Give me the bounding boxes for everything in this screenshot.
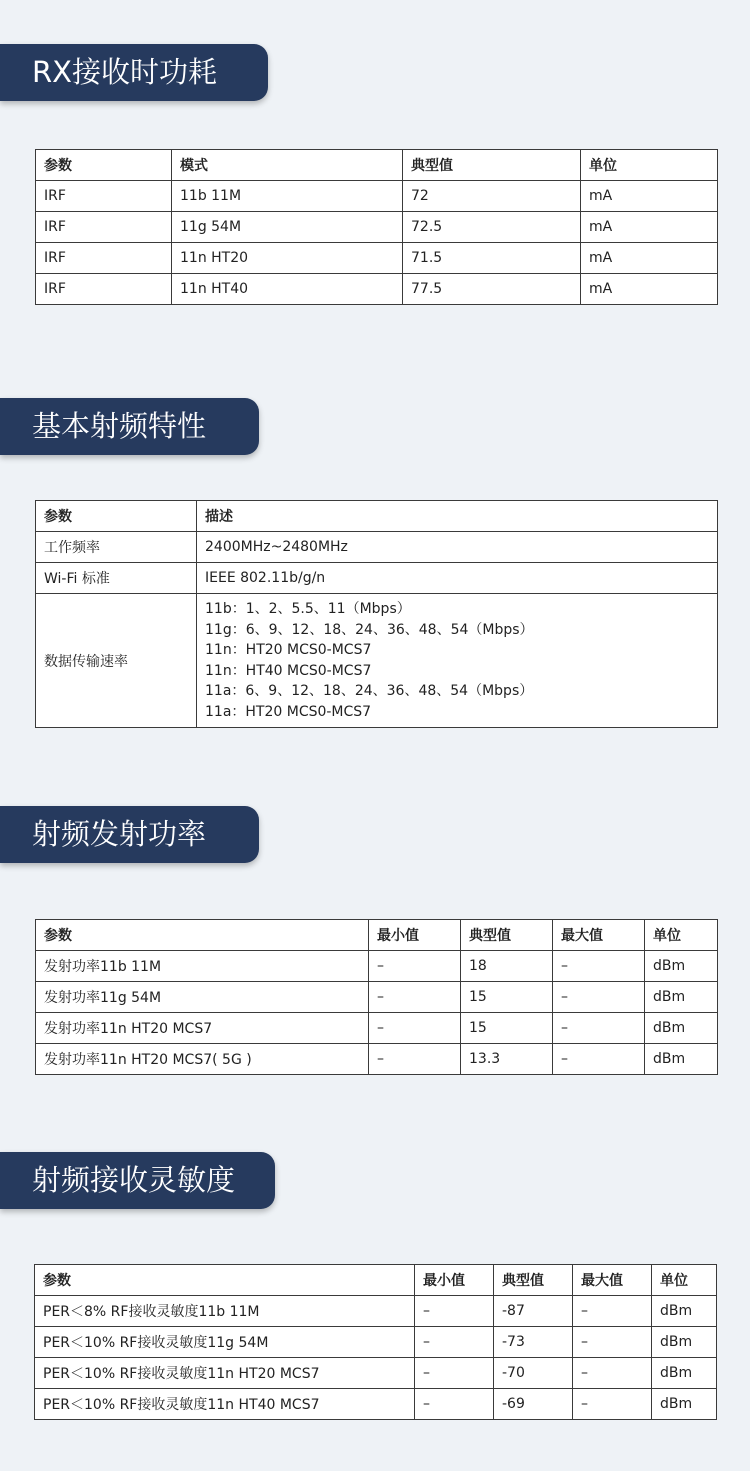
table-header-row: [36, 501, 718, 532]
table-cell: –: [553, 1013, 645, 1044]
table-header-row: [36, 150, 718, 181]
table-cell: 18: [461, 951, 553, 982]
header-cell: 典型值: [403, 150, 581, 181]
table-cell: PER＜8% RF接收灵敏度11b 11M: [35, 1296, 415, 1327]
table-cell: 15: [461, 982, 553, 1013]
table-cell: dBm: [645, 1013, 718, 1044]
table-row: [36, 563, 718, 594]
table-cell: IRF: [36, 181, 172, 212]
table-cell: 15: [461, 1013, 553, 1044]
table-cell: 71.5: [403, 243, 581, 274]
table-cell: –: [553, 1044, 645, 1075]
header-cell: 最大值: [573, 1265, 652, 1296]
header-cell: 参数: [35, 1265, 415, 1296]
rate-line: 11g：6、9、12、18、24、36、48、54（Mbps）: [205, 621, 534, 638]
table-cell: 77.5: [403, 274, 581, 305]
table-cell: –: [415, 1358, 494, 1389]
table-cell: –: [369, 1044, 461, 1075]
rate-line: 11n：HT40 MCS0-MCS7: [205, 662, 372, 679]
table-cell: -70: [494, 1358, 573, 1389]
table-cell: dBm: [652, 1296, 717, 1327]
table-cell: -69: [494, 1389, 573, 1420]
header-cell: 单位: [652, 1265, 717, 1296]
section-title-rx-sensitivity: 射频接收灵敏度: [0, 1152, 275, 1209]
table-cell: –: [573, 1296, 652, 1327]
rx-sensitivity-table: [34, 1264, 717, 1420]
tx-power-table: [35, 919, 718, 1075]
header-cell: 参数: [36, 920, 369, 951]
table-cell: 11n HT40: [172, 274, 403, 305]
table-row: [36, 982, 718, 1013]
table-cell: IRF: [36, 274, 172, 305]
table-header-row: [36, 920, 718, 951]
table-cell: IEEE 802.11b/g/n: [197, 563, 718, 594]
table-cell: mA: [581, 243, 718, 274]
rate-line: 11b：1、2、5.5、11（Mbps）: [205, 601, 411, 617]
table-cell: -87: [494, 1296, 573, 1327]
table-cell: –: [573, 1327, 652, 1358]
table-cell: 11n HT20: [172, 243, 403, 274]
table-cell: –: [369, 951, 461, 982]
table-row: [36, 1013, 718, 1044]
header-cell: 模式: [172, 150, 403, 181]
header-cell: 单位: [645, 920, 718, 951]
table-cell: 工作频率: [36, 532, 197, 563]
table-cell: dBm: [652, 1389, 717, 1420]
rate-list-cell: [197, 594, 718, 728]
table-row: [36, 951, 718, 982]
section-title-rx-power: RX接收时功耗: [0, 44, 268, 101]
header-cell: 单位: [581, 150, 718, 181]
table-cell: 11g 54M: [172, 212, 403, 243]
table-row: [36, 212, 718, 243]
table-cell: –: [369, 982, 461, 1013]
table-cell: 发射功率11g 54M: [36, 982, 369, 1013]
rate-line: 11n：HT20 MCS0-MCS7: [205, 642, 372, 658]
table-cell: –: [573, 1358, 652, 1389]
table-cell: –: [573, 1389, 652, 1420]
table-cell: PER＜10% RF接收灵敏度11g 54M: [35, 1327, 415, 1358]
table-cell: dBm: [652, 1327, 717, 1358]
table-cell: –: [415, 1296, 494, 1327]
table-cell: mA: [581, 212, 718, 243]
header-cell: 最大值: [553, 920, 645, 951]
table-row: [36, 243, 718, 274]
table-cell: 13.3: [461, 1044, 553, 1075]
table-cell: dBm: [645, 982, 718, 1013]
table-cell: 发射功率11n HT20 MCS7: [36, 1013, 369, 1044]
table-cell: –: [415, 1389, 494, 1420]
table-cell: 11b 11M: [172, 181, 403, 212]
table-cell: -73: [494, 1327, 573, 1358]
table-cell: 2400MHz~2480MHz: [197, 532, 718, 563]
table-cell: IRF: [36, 243, 172, 274]
table-cell: PER＜10% RF接收灵敏度11n HT40 MCS7: [35, 1389, 415, 1420]
table-cell: 数据传输速率: [36, 594, 197, 728]
section-title-tx-power: 射频发射功率: [0, 806, 259, 863]
table-cell: –: [415, 1327, 494, 1358]
table-row: [35, 1296, 717, 1327]
header-cell: 参数: [36, 150, 172, 181]
table-cell: 72.5: [403, 212, 581, 243]
table-cell: PER＜10% RF接收灵敏度11n HT20 MCS7: [35, 1358, 415, 1389]
table-cell: dBm: [645, 951, 718, 982]
table-cell: –: [369, 1013, 461, 1044]
header-cell: 描述: [197, 501, 718, 532]
table-cell: mA: [581, 274, 718, 305]
table-row: [36, 1044, 718, 1075]
table-cell: dBm: [645, 1044, 718, 1075]
rx-power-table: [35, 149, 718, 305]
table-cell: –: [553, 982, 645, 1013]
header-cell: 参数: [36, 501, 197, 532]
table-cell: 发射功率11b 11M: [36, 951, 369, 982]
section-title-rf-characteristics: 基本射频特性: [0, 398, 259, 455]
table-row: [36, 594, 718, 728]
header-cell: 典型值: [494, 1265, 573, 1296]
table-row: [35, 1358, 717, 1389]
table-row: [35, 1327, 717, 1358]
header-cell: 最小值: [415, 1265, 494, 1296]
table-cell: dBm: [652, 1358, 717, 1389]
table-cell: Wi-Fi 标准: [36, 563, 197, 594]
table-header-row: [35, 1265, 717, 1296]
table-cell: 发射功率11n HT20 MCS7( 5G ): [36, 1044, 369, 1075]
table-cell: mA: [581, 181, 718, 212]
table-cell: 72: [403, 181, 581, 212]
rate-line: 11a：HT20 MCS0-MCS7: [205, 703, 372, 720]
header-cell: 最小值: [369, 920, 461, 951]
table-row: [36, 532, 718, 563]
header-cell: 典型值: [461, 920, 553, 951]
table-row: [35, 1389, 717, 1420]
table-cell: IRF: [36, 212, 172, 243]
table-cell: –: [553, 951, 645, 982]
rate-line: 11a：6、9、12、18、24、36、48、54（Mbps）: [205, 683, 534, 699]
rf-characteristics-table: [35, 500, 718, 728]
table-row: [36, 181, 718, 212]
table-row: [36, 274, 718, 305]
